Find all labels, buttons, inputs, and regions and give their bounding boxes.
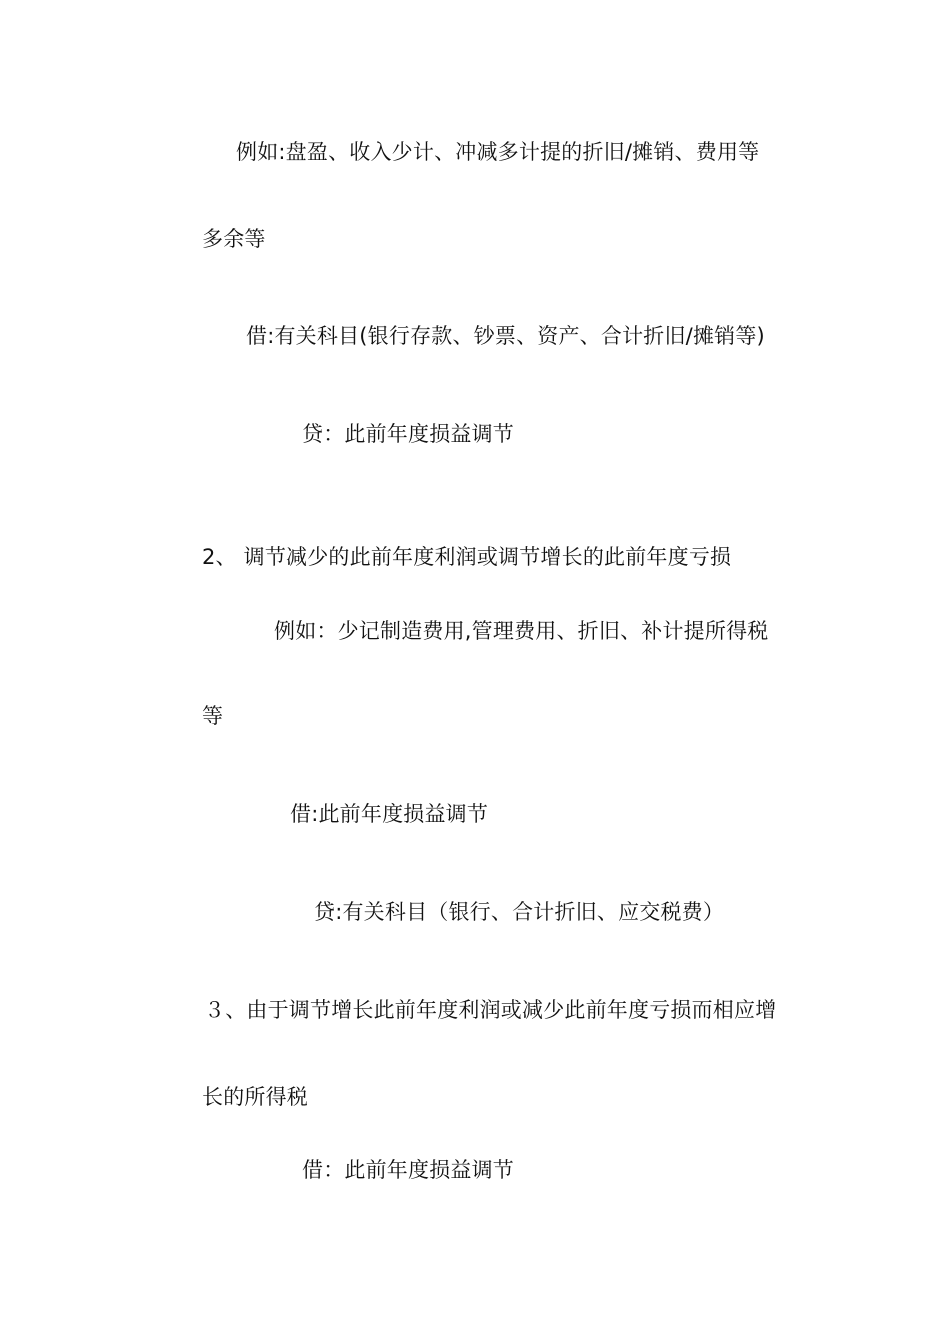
example-line-2-cont: 等 (202, 704, 224, 728)
example-line-2: 例如：少记制造费用,管理费用、折旧、补计提所得税 (274, 619, 769, 643)
debit-entry-1: 借:有关科目(银行存款、钞票、资产、合计折旧/摊销等) (246, 324, 765, 348)
debit-entry-3: 借：此前年度损益调节 (302, 1158, 514, 1182)
credit-entry-1: 贷：此前年度损益调节 (302, 422, 514, 446)
section-heading-2: 2、 调节减少的此前年度利润或调节增长的此前年度亏损 (202, 545, 732, 569)
credit-entry-2: 贷:有关科目（银行、合计折旧、应交税费） (314, 900, 725, 924)
example-line-1: 例如:盘盈、收入少计、冲减多计提的折旧/摊销、费用等 (236, 140, 760, 164)
example-line-1-cont: 多余等 (202, 227, 266, 251)
debit-entry-2: 借:此前年度损益调节 (290, 802, 489, 826)
section-heading-3-cont: 长的所得税 (202, 1085, 308, 1109)
section-heading-3: ３、由于调节增长此前年度利润或减少此前年度亏损而相应增 (204, 998, 777, 1022)
